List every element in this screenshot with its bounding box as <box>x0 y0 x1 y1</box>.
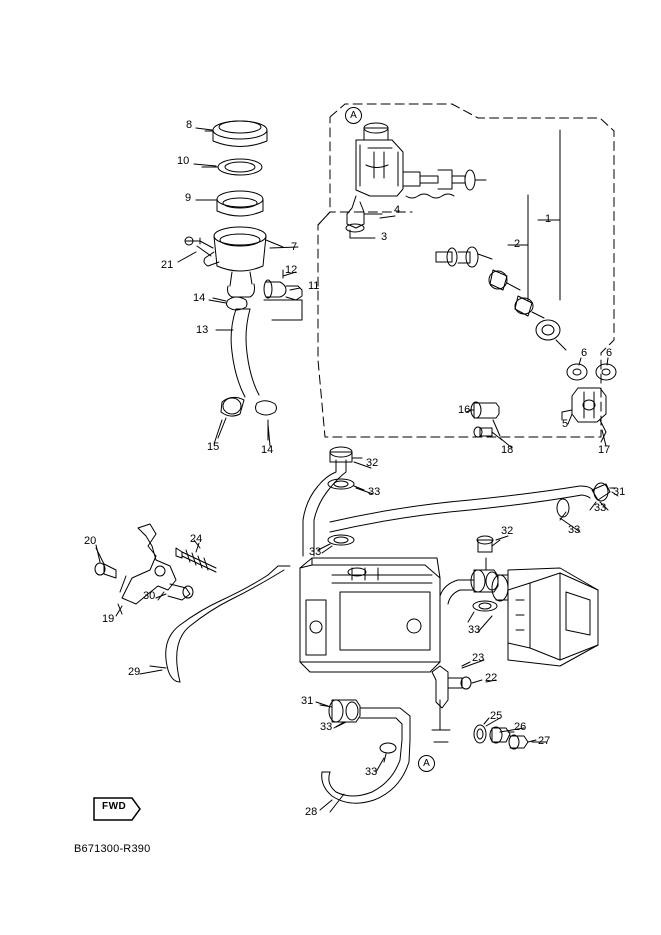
part-number-32-upper: 32 <box>366 457 379 469</box>
part-number-29: 29 <box>128 666 141 678</box>
part-number-26: 26 <box>514 721 527 733</box>
part-number-28: 28 <box>305 806 318 818</box>
part-number-14-upper: 14 <box>193 292 206 304</box>
part-number-33-b: 33 <box>594 502 607 514</box>
part-number-27: 27 <box>538 735 551 747</box>
part-number-33-g: 33 <box>365 766 378 778</box>
part-number-33-e: 33 <box>468 624 481 636</box>
part-number-33-d: 33 <box>309 546 322 558</box>
part-number-14-lower: 14 <box>261 444 274 456</box>
part-number-31-lower: 31 <box>301 695 314 707</box>
part-number-25: 25 <box>490 710 503 722</box>
part-number-2: 2 <box>514 238 521 250</box>
part-number-33-f: 33 <box>320 721 333 733</box>
fwd-direction-badge <box>92 794 142 824</box>
part-number-24: 24 <box>190 533 203 545</box>
part-number-17: 17 <box>598 444 611 456</box>
fwd-label: FWD <box>102 801 127 812</box>
part-number-5: 5 <box>562 418 569 430</box>
part-number-19: 19 <box>102 613 115 625</box>
diagram-part-code: B671300-R390 <box>74 843 151 855</box>
part-number-18: 18 <box>501 444 514 456</box>
part-number-31-upper: 31 <box>613 486 626 498</box>
part-number-22: 22 <box>485 672 498 684</box>
part-number-8: 8 <box>186 119 193 131</box>
part-number-15: 15 <box>207 441 220 453</box>
part-number-33-c: 33 <box>568 524 581 536</box>
part-number-1: 1 <box>545 213 552 225</box>
part-number-20: 20 <box>84 535 97 547</box>
part-number-7: 7 <box>291 241 298 253</box>
part-number-12: 12 <box>285 264 298 276</box>
callout-a-bottom: A <box>418 755 435 772</box>
part-number-23: 23 <box>472 652 485 664</box>
part-number-32-lower: 32 <box>501 525 514 537</box>
part-number-9: 9 <box>185 192 192 204</box>
part-number-30: 30 <box>143 590 156 602</box>
part-number-11: 11 <box>308 280 320 292</box>
part-number-6-left: 6 <box>581 347 588 359</box>
part-number-4: 4 <box>394 204 401 216</box>
part-number-33-a: 33 <box>368 486 381 498</box>
part-number-13: 13 <box>196 324 209 336</box>
part-number-21: 21 <box>161 259 174 271</box>
part-number-10: 10 <box>177 155 190 167</box>
part-number-6-right: 6 <box>606 347 613 359</box>
part-number-16: 16 <box>458 404 471 416</box>
part-number-3: 3 <box>381 231 388 243</box>
callout-a-top: A <box>345 107 362 124</box>
